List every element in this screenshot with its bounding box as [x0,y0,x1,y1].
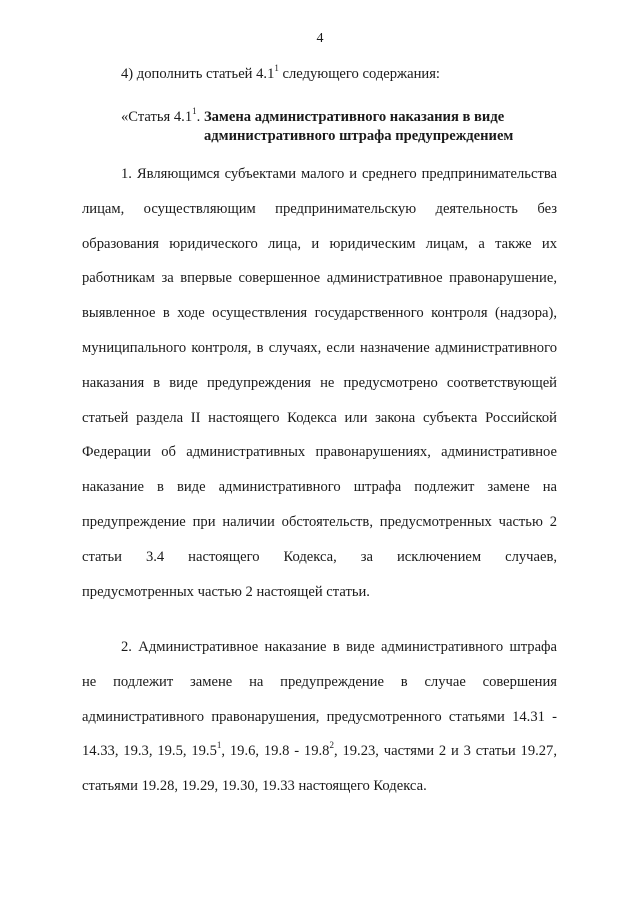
paragraph-2-line: 2. Административное наказание в виде административного штрафа [121,639,557,655]
intro-tail: следующего содержания: [278,66,440,82]
paragraph-1-line: Федерации об административных правонарушениях, административное [82,444,557,461]
paragraph-1-line: наказание в виде административного штрафа подлежит замене на [82,479,557,496]
paragraph-1-line: наказания в виде предупреждения не предусмотрено соответствующей [82,374,557,391]
article-title-line1 [121,106,505,125]
intro-text: 4) дополнить статьей 4.1 [121,66,275,82]
line4-superscript-1: 1 [216,740,222,751]
paragraph-1 [82,157,557,609]
line4-superscript-2: 2 [329,740,334,751]
article-prefix-tail: . [196,109,204,125]
paragraph-2-line: административного правонарушения, предусмотренного статьями 14.31 - [82,708,557,725]
article-superscript: 1 [192,106,197,116]
paragraph-2-line: не подлежит замене на предупреждение в случае совершения [82,673,557,690]
paragraph-1-line: работникам за впервые совершенное административное правонарушение, [82,270,557,287]
paragraph-1-line: муниципального контроля, в случаях, если назначение административного [82,339,557,356]
paragraph-1-line: выявленное в ходе осуществления государственного контроля (надзора), [82,305,557,322]
paragraph-1-line: предупреждение при наличии обстоятельств, предусмотренных частью 2 [82,513,557,530]
article-prefix: «Статья 4.1 [121,109,193,125]
page-number: 4 [316,31,324,46]
article-title-part1: Замена административного наказания в виде [203,109,505,125]
line4-part-a: 14.33, 19.3, 19.5, 19.5 [82,743,217,760]
paragraph-2 [82,630,557,804]
paragraph-2-line: статьями 19.28, 19.29, 19.30, 19.33 настоящего Кодекса. [82,778,427,795]
paragraph-1-line: статьи 3.4 настоящего Кодекса, за исключением случаев, [82,548,557,565]
article-heading [121,108,513,146]
amendment-intro [121,63,440,83]
article-title-line2: административного штрафа предупреждением [204,128,514,144]
paragraph-1-line: образования юридического лица, и юридическим лицам, а также их [82,235,557,252]
line4-part-b: , 19.6, 19.8 - 19.8 [221,743,330,760]
paragraph-1-line: предусмотренных частью 2 настоящей статьи. [82,583,370,600]
paragraph-1-line: лицам, осуществляющим предпринимательскую деятельность без [82,200,557,217]
intro-superscript: 1 [274,63,279,73]
paragraph-1-line: статьей раздела II настоящего Кодекса или закона субъекта Российской [82,409,557,426]
paragraph-1-line: 1. Являющимся субъектами малого и среднего предпринимательства [121,166,557,182]
paragraph-2-line-with-superscripts [82,734,557,769]
line4-part-c: , 19.23, частями 2 и 3 статьи 19.27, [333,743,558,760]
